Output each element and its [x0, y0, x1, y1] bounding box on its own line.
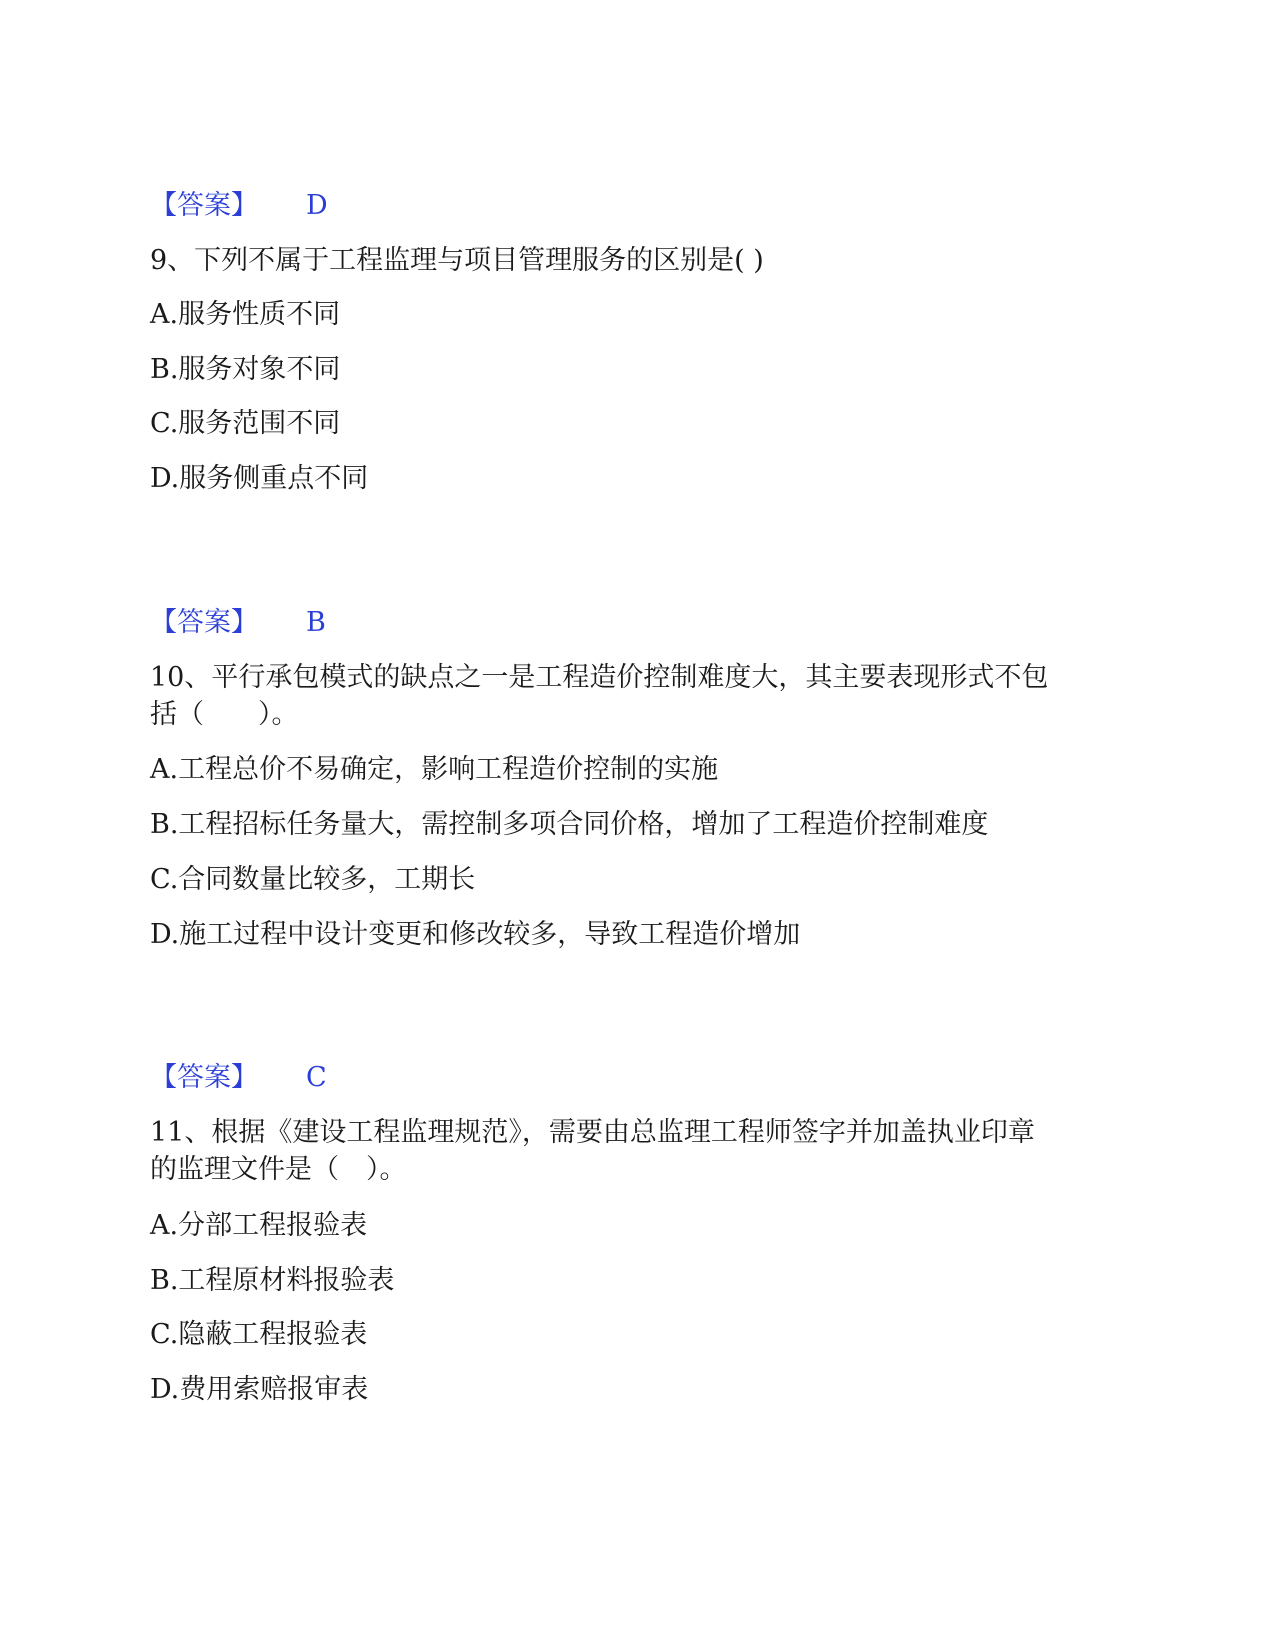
question-11-stem-line-2: 的监理文件是（ ）。	[150, 1154, 407, 1185]
question-9-option-b: B.服务对象不同	[150, 354, 341, 385]
question-10-option-b: B.工程招标任务量大，需控制多项合同价格，增加了工程造价控制难度	[150, 809, 989, 840]
question-9-stem: 9、下列不属于工程监理与项目管理服务的区别是( )	[150, 245, 764, 276]
answer-letter: B	[306, 607, 326, 638]
question-10-option-d: D.施工过程中设计变更和修改较多，导致工程造价增加	[150, 919, 801, 950]
answer-letter: D	[306, 190, 328, 221]
answer-label: 【答案】	[150, 607, 258, 638]
question-10-stem-line-2: 括（ ）。	[150, 699, 299, 730]
answer-line-d	[150, 188, 328, 224]
question-10-option-c: C.合同数量比较多，工期长	[150, 864, 476, 895]
question-9-option-a: A.服务性质不同	[150, 299, 341, 330]
answer-line-c	[150, 1060, 327, 1096]
question-9-option-d: D.服务侧重点不同	[150, 463, 369, 494]
question-11-stem-line-1: 11、根据《建设工程监理规范》，需要由总监理工程师签字并加盖执业印章	[150, 1117, 1035, 1148]
question-11-option-d: D.费用索赔报审表	[150, 1374, 369, 1405]
answer-label: 【答案】	[150, 1062, 258, 1093]
answer-label: 【答案】	[150, 190, 258, 221]
question-9-option-c: C.服务范围不同	[150, 408, 341, 439]
question-10-stem-line-1: 10、平行承包模式的缺点之一是工程造价控制难度大，其主要表现形式不包	[150, 662, 1049, 693]
question-11-option-b: B.工程原材料报验表	[150, 1265, 395, 1296]
answer-letter: C	[306, 1062, 327, 1093]
question-11-option-c: C.隐蔽工程报验表	[150, 1319, 368, 1350]
question-10-option-a: A.工程总价不易确定，影响工程造价控制的实施	[150, 754, 719, 785]
answer-line-b	[150, 605, 326, 641]
question-11-option-a: A.分部工程报验表	[150, 1210, 368, 1241]
